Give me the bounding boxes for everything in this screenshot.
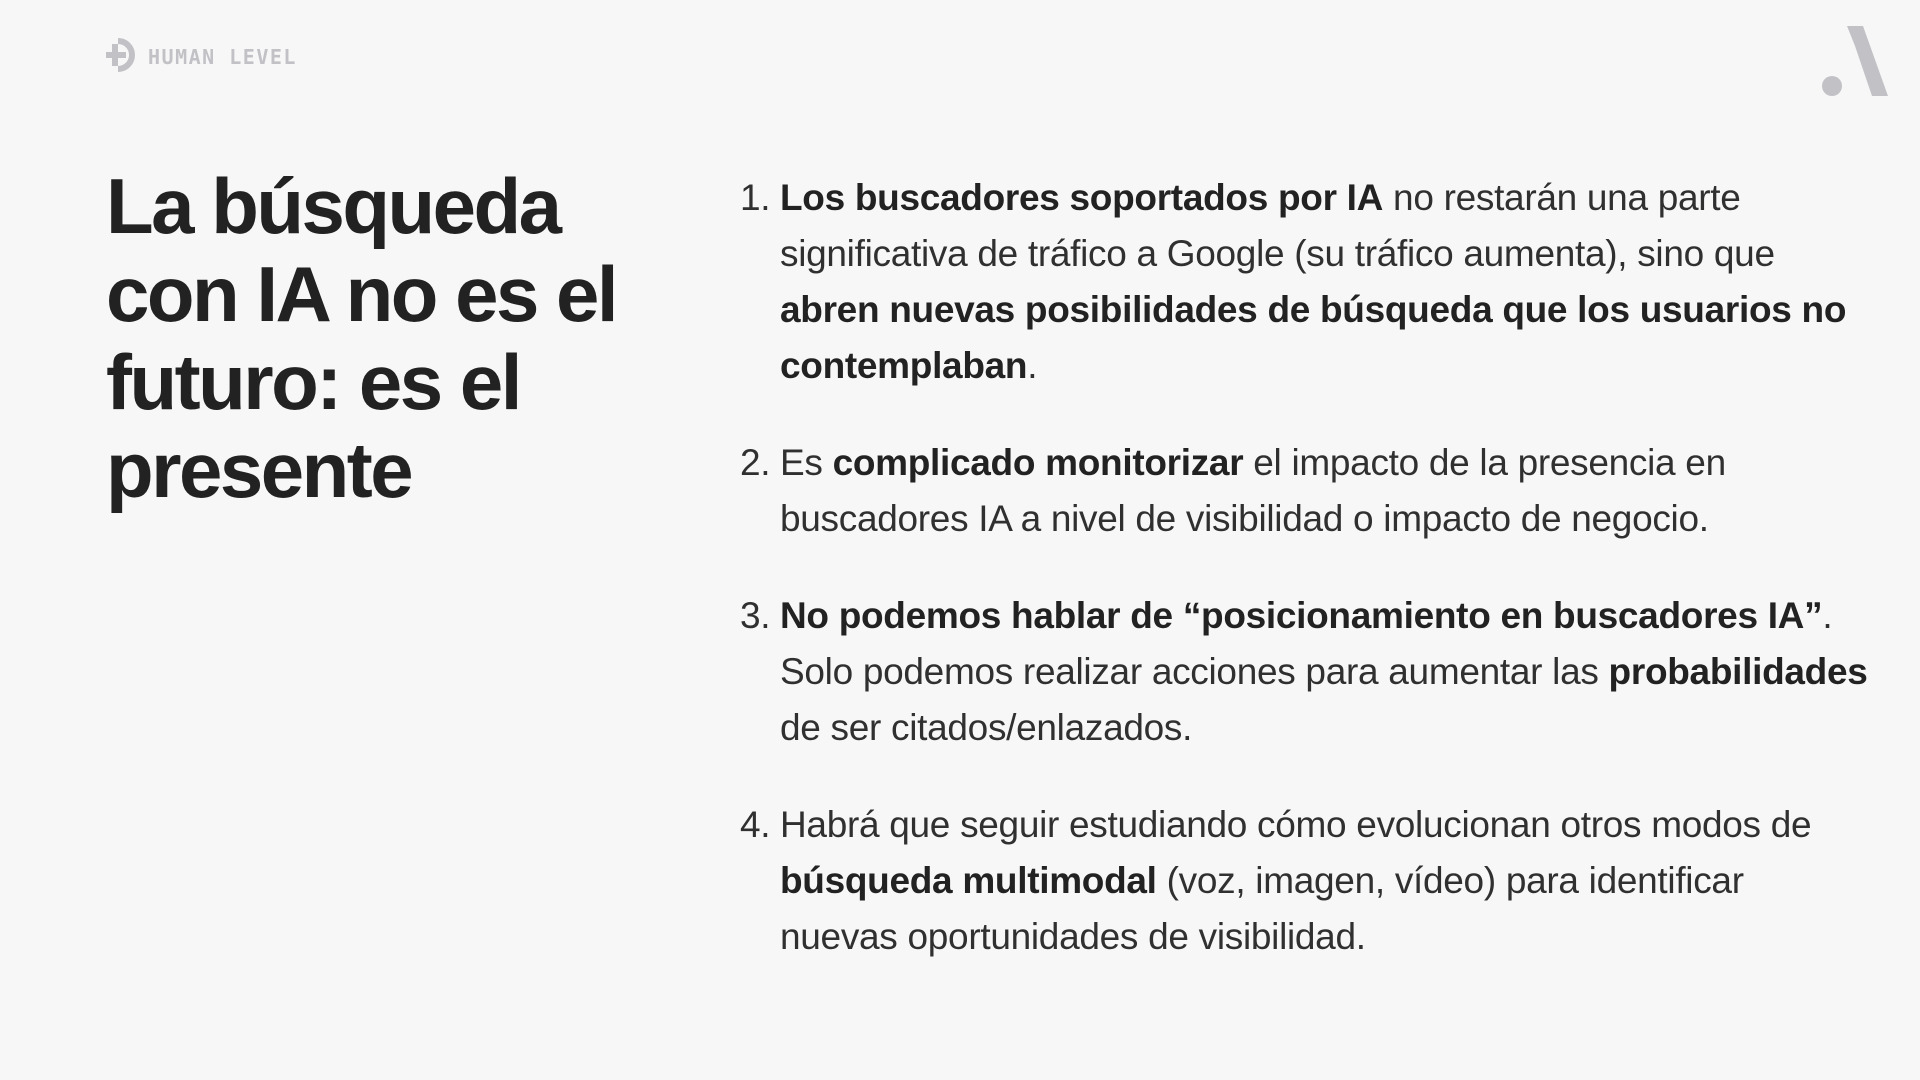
brand-name: HUMAN LEVEL — [148, 45, 297, 69]
list-item — [740, 170, 1870, 394]
slide-title: La búsqueda con IA no es el futuro: es el presente — [106, 162, 617, 514]
item-text-regular: Habrá que seguir estudiando cómo evolucionan otros modos de — [780, 804, 1812, 845]
item-text-bold: complicado monitorizar — [832, 442, 1244, 483]
item-text-regular: (voz, imagen, vídeo) para identificar nuevas oportunidades de visibilidad. — [780, 860, 1744, 957]
item-text — [780, 435, 1870, 547]
list-item — [740, 435, 1870, 547]
item-number: 3. — [740, 595, 771, 636]
item-text-regular: . — [1027, 345, 1038, 386]
item-text-bold: búsqueda multimodal — [780, 860, 1157, 901]
item-number: 1. — [740, 177, 771, 218]
a-letter-logo-icon — [1822, 26, 1888, 100]
item-text-bold: abren nuevas posibilidades de búsqueda que los usuarios no contemplaban — [780, 289, 1847, 386]
item-text-bold: Los buscadores soportados por IA — [780, 177, 1384, 218]
item-text-regular: no restarán una parte significativa de tráfico a Google (su tráfico aumenta), sino que — [780, 177, 1775, 274]
item-number: 2. — [740, 442, 771, 483]
item-text-regular: el impacto de la presencia en buscadores IA a nivel de visibilidad o impacto de negocio. — [780, 442, 1726, 539]
item-text — [780, 588, 1870, 756]
key-points-list — [740, 170, 1870, 965]
item-text-regular: Es — [780, 442, 833, 483]
list-item — [740, 797, 1870, 965]
list-item — [740, 588, 1870, 756]
item-text-regular: . Solo podemos realizar acciones para aumentar las — [780, 595, 1833, 692]
human-level-logo-icon — [104, 38, 138, 72]
item-text-regular: de ser citados/enlazados. — [780, 707, 1193, 748]
item-text — [780, 797, 1870, 965]
item-text — [780, 170, 1870, 394]
human-level-logo — [104, 38, 297, 72]
a-letter-logo — [1822, 26, 1888, 100]
item-text-bold: No podemos hablar de “posicionamiento en buscadores IA” — [780, 595, 1823, 636]
item-number: 4. — [740, 804, 771, 845]
item-text-bold: probabilidades — [1608, 651, 1868, 692]
